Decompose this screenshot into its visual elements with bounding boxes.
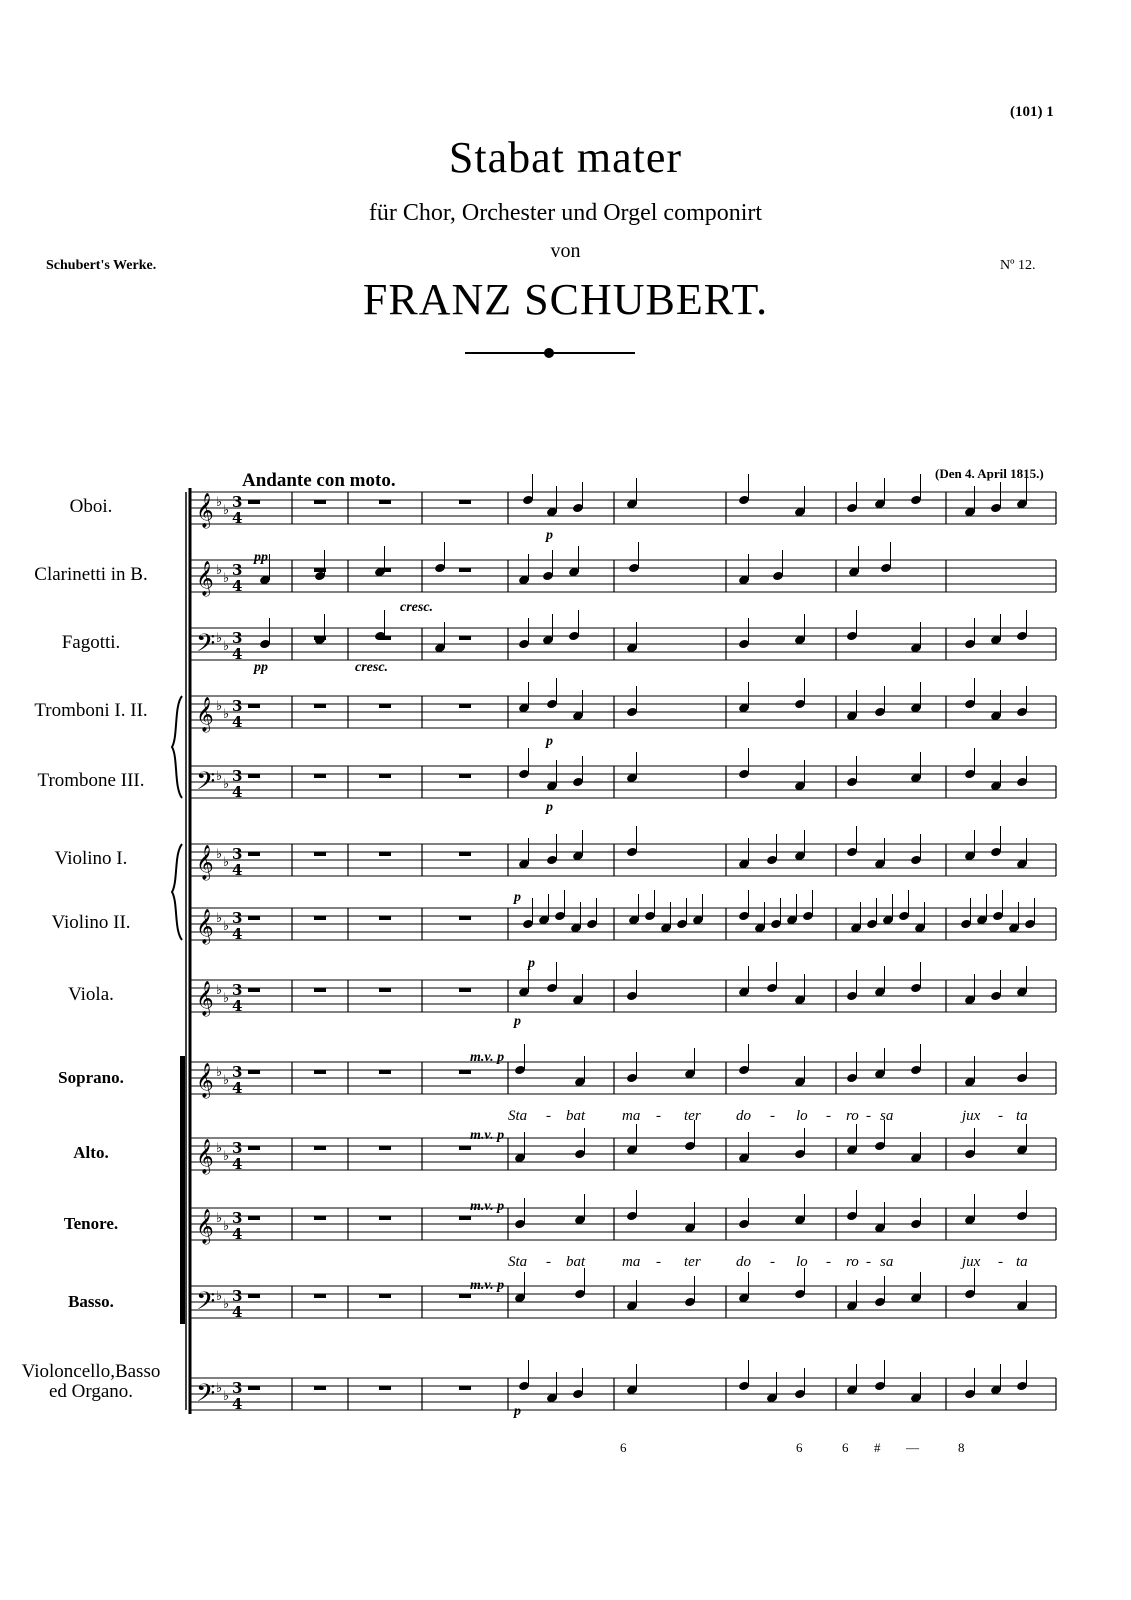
continuo-label-line1: Violoncello,Basso [21, 1361, 161, 1382]
whole-rest [248, 500, 260, 504]
lyric-hyphen: - [866, 1108, 871, 1124]
trombone-brace [172, 696, 182, 798]
whole-rest [314, 1216, 326, 1220]
work-number: Nº 12. [1000, 258, 1036, 273]
whole-rest [248, 774, 260, 778]
clef-symbol: 𝄞 [196, 909, 214, 944]
lyric-hyphen: - [998, 1254, 1003, 1270]
time-signature-top: 3 [232, 1379, 243, 1397]
key-signature-flat: ♭ [223, 1149, 230, 1164]
whole-rest [459, 916, 471, 920]
whole-rest [459, 1216, 471, 1220]
time-signature-bottom: 4 [232, 645, 243, 663]
time-signature-bottom: 4 [232, 1225, 243, 1243]
time-signature-top: 3 [232, 767, 243, 785]
whole-rest [459, 1070, 471, 1074]
time-signature-bottom: 4 [232, 509, 243, 527]
lyric-syllable: jux [962, 1254, 981, 1270]
dynamic-mvp: m.v. p [470, 1128, 505, 1143]
instrument-label-clarinetti: Clarinetti in B. [34, 564, 148, 585]
whole-rest [459, 636, 471, 640]
time-signature-bottom: 4 [232, 861, 243, 879]
key-signature-flat: ♭ [223, 707, 230, 722]
dynamic-p: p [528, 956, 535, 971]
time-signature-top: 3 [232, 561, 243, 579]
choir-bracket [180, 1056, 185, 1324]
whole-rest [459, 988, 471, 992]
instrument-label-violino-i: Violino I. [54, 848, 128, 869]
instrument-label-trombone-iii: Trombone III. [37, 770, 145, 791]
whole-rest [459, 704, 471, 708]
whole-rest [459, 774, 471, 778]
time-signature-bottom: 4 [232, 1303, 243, 1321]
whole-rest [314, 1386, 326, 1390]
whole-rest [379, 1294, 391, 1298]
whole-rest [314, 916, 326, 920]
composer-name: FRANZ SCHUBERT. [362, 275, 769, 324]
whole-rest [314, 1070, 326, 1074]
whole-rest [248, 1216, 260, 1220]
dynamic-pp: pp [254, 660, 268, 675]
time-signature-bottom: 4 [232, 925, 243, 943]
dynamic-mvp: m.v. p [470, 1278, 505, 1293]
instrument-label-tenore: Tenore. [63, 1214, 119, 1233]
whole-rest [459, 1386, 471, 1390]
clef-symbol: 𝄞 [196, 561, 214, 596]
key-signature-flat: ♭ [216, 563, 223, 578]
clef-symbol: 𝄢 [196, 1379, 216, 1414]
page-number: (101) 1 [1010, 104, 1054, 120]
lyric-hyphen: - [656, 1108, 661, 1124]
lyric-hyphen: - [866, 1254, 871, 1270]
figured-bass: 6 [620, 1440, 627, 1455]
whole-rest [379, 500, 391, 504]
lyric-syllable: bat [566, 1108, 586, 1124]
key-signature-flat: ♭ [216, 631, 223, 646]
instrument-label-oboi: Oboi. [69, 496, 113, 517]
lyric-hyphen: - [656, 1254, 661, 1270]
key-signature-flat: ♭ [216, 769, 223, 784]
composition-date: (Den 4. April 1815.) [935, 466, 1044, 481]
lyric-syllable: ta [1016, 1108, 1028, 1124]
lyric-syllable: ta [1016, 1254, 1028, 1270]
whole-rest [379, 774, 391, 778]
time-signature-top: 3 [232, 1209, 243, 1227]
lyric-syllable: do [736, 1108, 751, 1124]
lyric-syllable: Sta [508, 1254, 528, 1270]
whole-rest [379, 988, 391, 992]
lyric-hyphen: - [826, 1108, 831, 1124]
clef-symbol: 𝄞 [196, 1209, 214, 1244]
lyric-syllable: Sta [508, 1108, 528, 1124]
key-signature-flat: ♭ [216, 699, 223, 714]
key-signature-flat: ♭ [223, 1389, 230, 1404]
lyric-hyphen: - [546, 1108, 551, 1124]
lyric-syllable: ter [684, 1254, 701, 1270]
key-signature-flat: ♭ [216, 1065, 223, 1080]
key-signature-flat: ♭ [223, 919, 230, 934]
whole-rest [459, 852, 471, 856]
whole-rest [314, 1294, 326, 1298]
whole-rest [379, 1070, 391, 1074]
key-signature-flat: ♭ [223, 1297, 230, 1312]
key-signature-flat: ♭ [216, 1289, 223, 1304]
instrument-label-tromboni: Tromboni I. II. [34, 700, 148, 721]
dynamic-pp: pp [254, 550, 268, 565]
figured-bass: # [874, 1440, 881, 1455]
figured-bass: — [906, 1440, 919, 1455]
dynamic-p: p [514, 890, 521, 905]
clef-symbol: 𝄞 [196, 493, 214, 528]
lyric-syllable: ma [622, 1254, 641, 1270]
whole-rest [459, 568, 471, 572]
time-signature-bottom: 4 [232, 713, 243, 731]
clef-symbol: 𝄢 [196, 629, 216, 664]
lyric-hyphen: - [826, 1254, 831, 1270]
whole-rest [459, 1294, 471, 1298]
whole-rest [248, 1070, 260, 1074]
lyric-syllable: ma [622, 1108, 641, 1124]
time-signature-top: 3 [232, 845, 243, 863]
lyric-syllable: sa [880, 1108, 894, 1124]
key-signature-flat: ♭ [223, 1073, 230, 1088]
whole-rest [314, 774, 326, 778]
key-signature-flat: ♭ [223, 855, 230, 870]
time-signature-bottom: 4 [232, 783, 243, 801]
whole-rest [314, 704, 326, 708]
key-signature-flat: ♭ [216, 495, 223, 510]
time-signature-top: 3 [232, 493, 243, 511]
whole-rest [314, 988, 326, 992]
instrument-label-basso: Basso. [68, 1292, 114, 1311]
figured-bass: 8 [958, 1440, 965, 1455]
whole-rest [248, 1386, 260, 1390]
key-signature-flat: ♭ [216, 983, 223, 998]
time-signature-bottom: 4 [232, 1155, 243, 1173]
lyric-syllable: sa [880, 1254, 894, 1270]
whole-rest [248, 704, 260, 708]
time-signature-top: 3 [232, 1287, 243, 1305]
clef-symbol: 𝄞 [196, 697, 214, 732]
whole-rest [459, 500, 471, 504]
lyric-syllable: lo [796, 1108, 808, 1124]
time-signature-top: 3 [232, 909, 243, 927]
dynamic-mvp: m.v. p [470, 1199, 505, 1214]
key-signature-flat: ♭ [216, 1211, 223, 1226]
key-signature-flat: ♭ [216, 1381, 223, 1396]
lyric-syllable: bat [566, 1254, 586, 1270]
lyric-hyphen: - [770, 1254, 775, 1270]
key-signature-flat: ♭ [216, 911, 223, 926]
series-label: Schubert's Werke. [46, 258, 157, 273]
violin-brace [172, 844, 182, 940]
whole-rest [248, 852, 260, 856]
dynamic-p: p [546, 800, 553, 815]
figured-bass: 6 [796, 1440, 803, 1455]
whole-rest [248, 988, 260, 992]
clef-symbol: 𝄞 [196, 845, 214, 880]
instrument-label-fagotti: Fagotti. [61, 632, 121, 653]
whole-rest [379, 916, 391, 920]
time-signature-top: 3 [232, 981, 243, 999]
page-title: Stabat mater [448, 133, 683, 182]
time-signature-top: 3 [232, 629, 243, 647]
whole-rest [314, 1146, 326, 1150]
key-signature-flat: ♭ [223, 1219, 230, 1234]
lyric-hyphen: - [998, 1108, 1003, 1124]
whole-rest [248, 1294, 260, 1298]
whole-rest [314, 500, 326, 504]
lyric-hyphen: - [770, 1108, 775, 1124]
key-signature-flat: ♭ [223, 777, 230, 792]
key-signature-flat: ♭ [223, 991, 230, 1006]
time-signature-top: 3 [232, 1063, 243, 1081]
whole-rest [379, 704, 391, 708]
lyric-syllable: lo [796, 1254, 808, 1270]
whole-rest [379, 1146, 391, 1150]
whole-rest [379, 1386, 391, 1390]
dynamic-p: p [514, 1404, 521, 1419]
whole-rest [459, 1146, 471, 1150]
instrument-label-violino-ii: Violino II. [51, 912, 131, 933]
time-signature-bottom: 4 [232, 577, 243, 595]
instrument-label-viola: Viola. [68, 984, 114, 1005]
dynamic-cresc: cresc. [400, 600, 434, 615]
key-signature-flat: ♭ [223, 503, 230, 518]
key-signature-flat: ♭ [216, 847, 223, 862]
continuo-label-line2: ed Organo. [48, 1381, 134, 1402]
dynamic-cresc: cresc. [355, 660, 389, 675]
whole-rest [314, 852, 326, 856]
instrument-label-alto: Alto. [73, 1143, 109, 1162]
lyric-syllable: ro [846, 1254, 859, 1270]
lyric-syllable: ro [846, 1108, 859, 1124]
lyric-syllable: jux [962, 1108, 981, 1124]
whole-rest [379, 852, 391, 856]
clef-symbol: 𝄢 [196, 767, 216, 802]
dynamic-mvp: m.v. p [470, 1050, 505, 1065]
von-text: von [550, 240, 581, 262]
key-signature-flat: ♭ [223, 639, 230, 654]
whole-rest [379, 1216, 391, 1220]
time-signature-top: 3 [232, 697, 243, 715]
key-signature-flat: ♭ [223, 571, 230, 586]
time-signature-top: 3 [232, 1139, 243, 1157]
time-signature-bottom: 4 [232, 1395, 243, 1413]
subtitle: für Chor, Orchester und Orgel componirt [368, 200, 763, 226]
clef-symbol: 𝄞 [196, 1063, 214, 1098]
clef-symbol: 𝄞 [196, 981, 214, 1016]
figured-bass: 6 [842, 1440, 849, 1455]
dynamic-p: p [546, 528, 553, 543]
whole-rest [248, 1146, 260, 1150]
dynamic-p: p [514, 1014, 521, 1029]
time-signature-bottom: 4 [232, 997, 243, 1015]
whole-rest [248, 916, 260, 920]
dynamic-p: p [546, 734, 553, 749]
instrument-label-soprano: Soprano. [58, 1068, 124, 1087]
key-signature-flat: ♭ [216, 1141, 223, 1156]
clef-symbol: 𝄢 [196, 1287, 216, 1322]
tempo-marking: Andante con moto. [242, 470, 396, 491]
clef-symbol: 𝄞 [196, 1139, 214, 1174]
time-signature-bottom: 4 [232, 1079, 243, 1097]
lyric-hyphen: - [546, 1254, 551, 1270]
lyric-syllable: ter [684, 1108, 701, 1124]
lyric-syllable: do [736, 1254, 751, 1270]
